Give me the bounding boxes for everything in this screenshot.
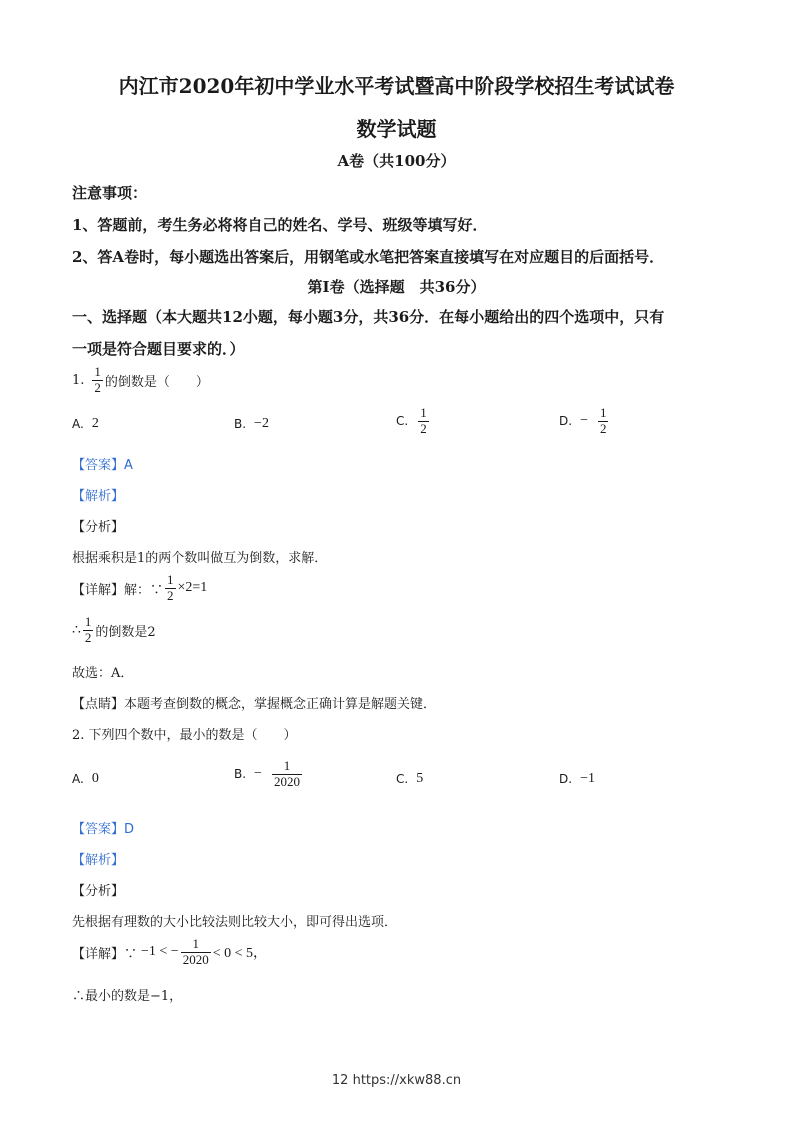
option-fraction [598,406,609,437]
detail-fraction [165,573,176,604]
option-label: C. [396,772,409,786]
question-1-stem: 的倒数是（ ） [104,374,209,390]
option-value: −1 [580,771,595,786]
fraction-denominator: 2 [84,629,92,645]
question-2-stem: 2. 下列四个数中，最小的数是（ ） [72,728,297,743]
fraction-numerator: 1 [84,614,92,629]
q2-option-b [234,759,304,790]
question-1 [72,365,209,396]
q2-option-d [559,771,595,787]
q2-fenxi-text: 先根据有理数的大小比较法则比较大小，即可得出选项． [72,915,398,930]
option-label: B. [234,767,247,782]
option-label: B. [234,417,247,431]
question-1-fraction [92,365,103,396]
fraction-denominator: 2020 [273,773,300,789]
detail-left: −1 < − [141,944,179,960]
q1-fenxi-tag: 【分析】 [72,520,125,535]
q2-fenxi-tag: 【分析】 [72,884,125,899]
volume-heading: A卷（共100分） [337,152,456,170]
q2-conclusion: ∴最小的数是−1， [72,989,183,1004]
q1-answer: 【答案】A [72,458,133,473]
q2-analysis-tag: 【解析】 [72,853,125,868]
therefore-fraction [83,615,94,646]
q1-choice: 故选：A． [72,666,134,681]
option-label: A. [72,417,84,431]
exam-subtitle: 数学试题 [356,117,437,141]
q1-analysis-tag: 【解析】 [72,489,125,504]
fraction-denominator: 2 [167,587,174,603]
fraction-denominator: 2 [420,420,427,436]
detail-tag: 【详解】解：∵ [72,582,164,598]
therefore-text: 的倒数是2 [95,624,156,640]
option-sign: − [254,766,262,782]
fraction-denominator: 2020 [182,951,209,967]
q1-fenxi-text: 根据乘积是1的两个数叫做互为倒数，求解． [72,551,328,566]
q1-option-c [396,406,431,437]
q1-option-a [72,416,99,432]
detail-expression: ×2=1 [177,580,208,596]
q2-option-a [72,771,99,787]
page-footer[interactable]: 12 https://xkw88.cn [331,1073,462,1088]
detail-right: < 0 < 5， [212,946,267,962]
option-sign: − [580,413,588,429]
option-value: 2 [91,416,99,431]
option-label: D. [559,772,573,786]
q1-therefore [72,615,156,646]
q1-option-d [559,406,610,437]
notes-item-2: 2、答A卷时，每小题选出答案后，用钢笔或水笔把答案直接填写在对应题目的后面括号． [72,248,665,266]
notes-heading: 注意事项： [72,184,148,202]
detail-fraction [181,937,211,968]
fraction-numerator: 1 [283,758,291,773]
question-1-number: 1. [72,372,85,388]
fraction-numerator: 1 [599,405,607,420]
part-heading: 第Ⅰ卷（选择题 共36分） [307,278,486,296]
option-label: C. [396,414,409,429]
fraction-denominator: 2 [94,379,101,395]
q2-option-c [396,771,423,787]
q2-answer: 【答案】D [72,822,135,837]
fraction-numerator: 1 [420,405,427,420]
option-value: 0 [91,771,99,786]
option-label: D. [559,414,573,429]
fraction-numerator: 1 [94,364,101,379]
exam-title: 内江市2020年初中学业水平考试暨高中阶段学校招生考试试卷 [118,74,675,98]
fraction-numerator: 1 [192,936,199,951]
option-value: 5 [416,771,424,786]
detail-tag: 【详解】∵ [72,946,138,962]
notes-item-1: 1、答题前，考生务必将将自己的姓名、学号、班级等填写好． [72,216,488,234]
section-instructions-line-1: 一、选择题（本大题共12小题，每小题3分，共36分．在每小题给出的四个选项中，只有 [72,308,665,326]
q1-comment: 【点睛】本题考查倒数的概念，掌握概念正确计算是解题关键． [72,697,437,712]
therefore-symbol: ∴ [72,622,81,638]
option-value: −2 [254,416,269,431]
q1-option-b [234,416,269,432]
fraction-numerator: 1 [167,572,174,587]
fraction-denominator: 2 [599,420,607,436]
option-label: A. [72,772,84,786]
option-fraction [418,406,429,437]
option-fraction [272,759,302,790]
q1-detail [72,573,207,604]
q2-detail [72,937,267,968]
section-instructions-line-2: 一项是符合题目要求的．） [72,340,245,358]
